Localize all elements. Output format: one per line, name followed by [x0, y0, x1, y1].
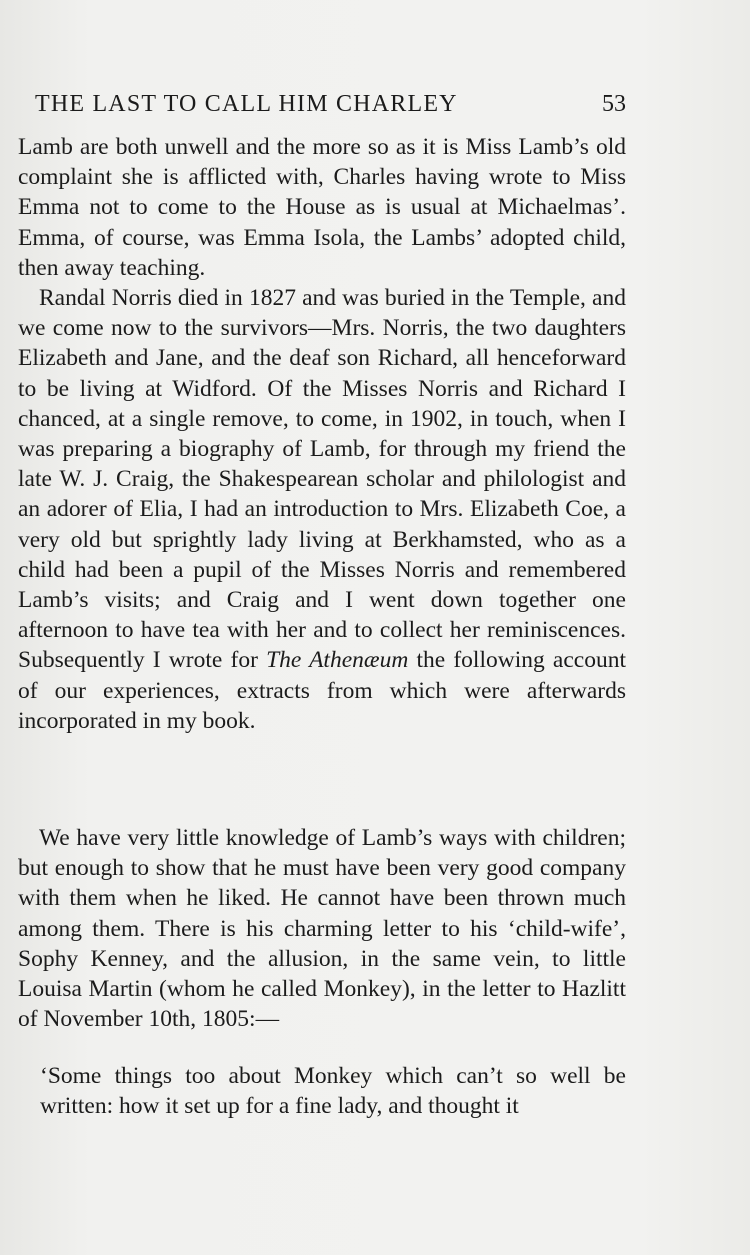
publication-title: The Athenæum	[266, 647, 409, 674]
paragraph-children: We have very little knowledge of Lamb’s ways with children; but enough to show that he must have been very good company with them when he liked. He cannot have been thrown much among them. There is his charming letter to his ‘child-wife’, Sophy Kenney, and the allusion, in the same vein, to little Louisa Martin (whom he called Monkey), in the letter to Hazlitt of November 10th, 1805:—	[18, 825, 626, 1033]
running-head	[35, 86, 626, 122]
body-text-lower	[18, 823, 626, 1034]
quoted-letter	[40, 1061, 626, 1121]
page-number: 53	[602, 91, 626, 117]
paragraph-norris-text: Randal Norris died in 1827 and was buried in the Temple, and we come now to the survivors—Mrs. Norris, the two daughters Elizabeth and Jane, and the deaf son Richard, all henceforward to be living at Widford. Of the Misses Norris and Richard I chanced, at a single remove, to come, in 1902, in touch, when I was preparing a biography of Lamb, for through my friend the late W. J. Craig, the Shakespearean scholar and philologist and an adorer of Elia, I had an introduction to Mrs. Elizabeth Coe, a very old but sprightly lady living at Berkhamsted, who as a child had been a pupil of the Misses Norris and remembered Lamb’s visits; and Craig and I went down together one afternoon to have tea with her and to collect her reminiscences. Subsequently I wrote for	[18, 285, 626, 674]
running-title: THE LAST TO CALL HIM CHARLEY	[35, 91, 458, 117]
paragraph-norris	[18, 283, 626, 736]
quote-paragraph: ‘Some things too about Monkey which can’t so well be written: how it set up for a fine lady, and thought it	[40, 1063, 626, 1120]
paragraph-continued: Lamb are both unwell and the more so as it is Miss Lamb’s old complaint she is afflicted with, Charles having wrote to Miss Emma not to come to the House as is usual at Michaelmas’. Emma, of course, was Emma Isola, the Lambs’ adopted child, then away teaching.	[18, 134, 626, 281]
paragraph-norris-end: the following account of our experiences, extracts from which were afterwards incorporated in my book.	[18, 647, 626, 734]
body-text-upper	[18, 132, 626, 736]
